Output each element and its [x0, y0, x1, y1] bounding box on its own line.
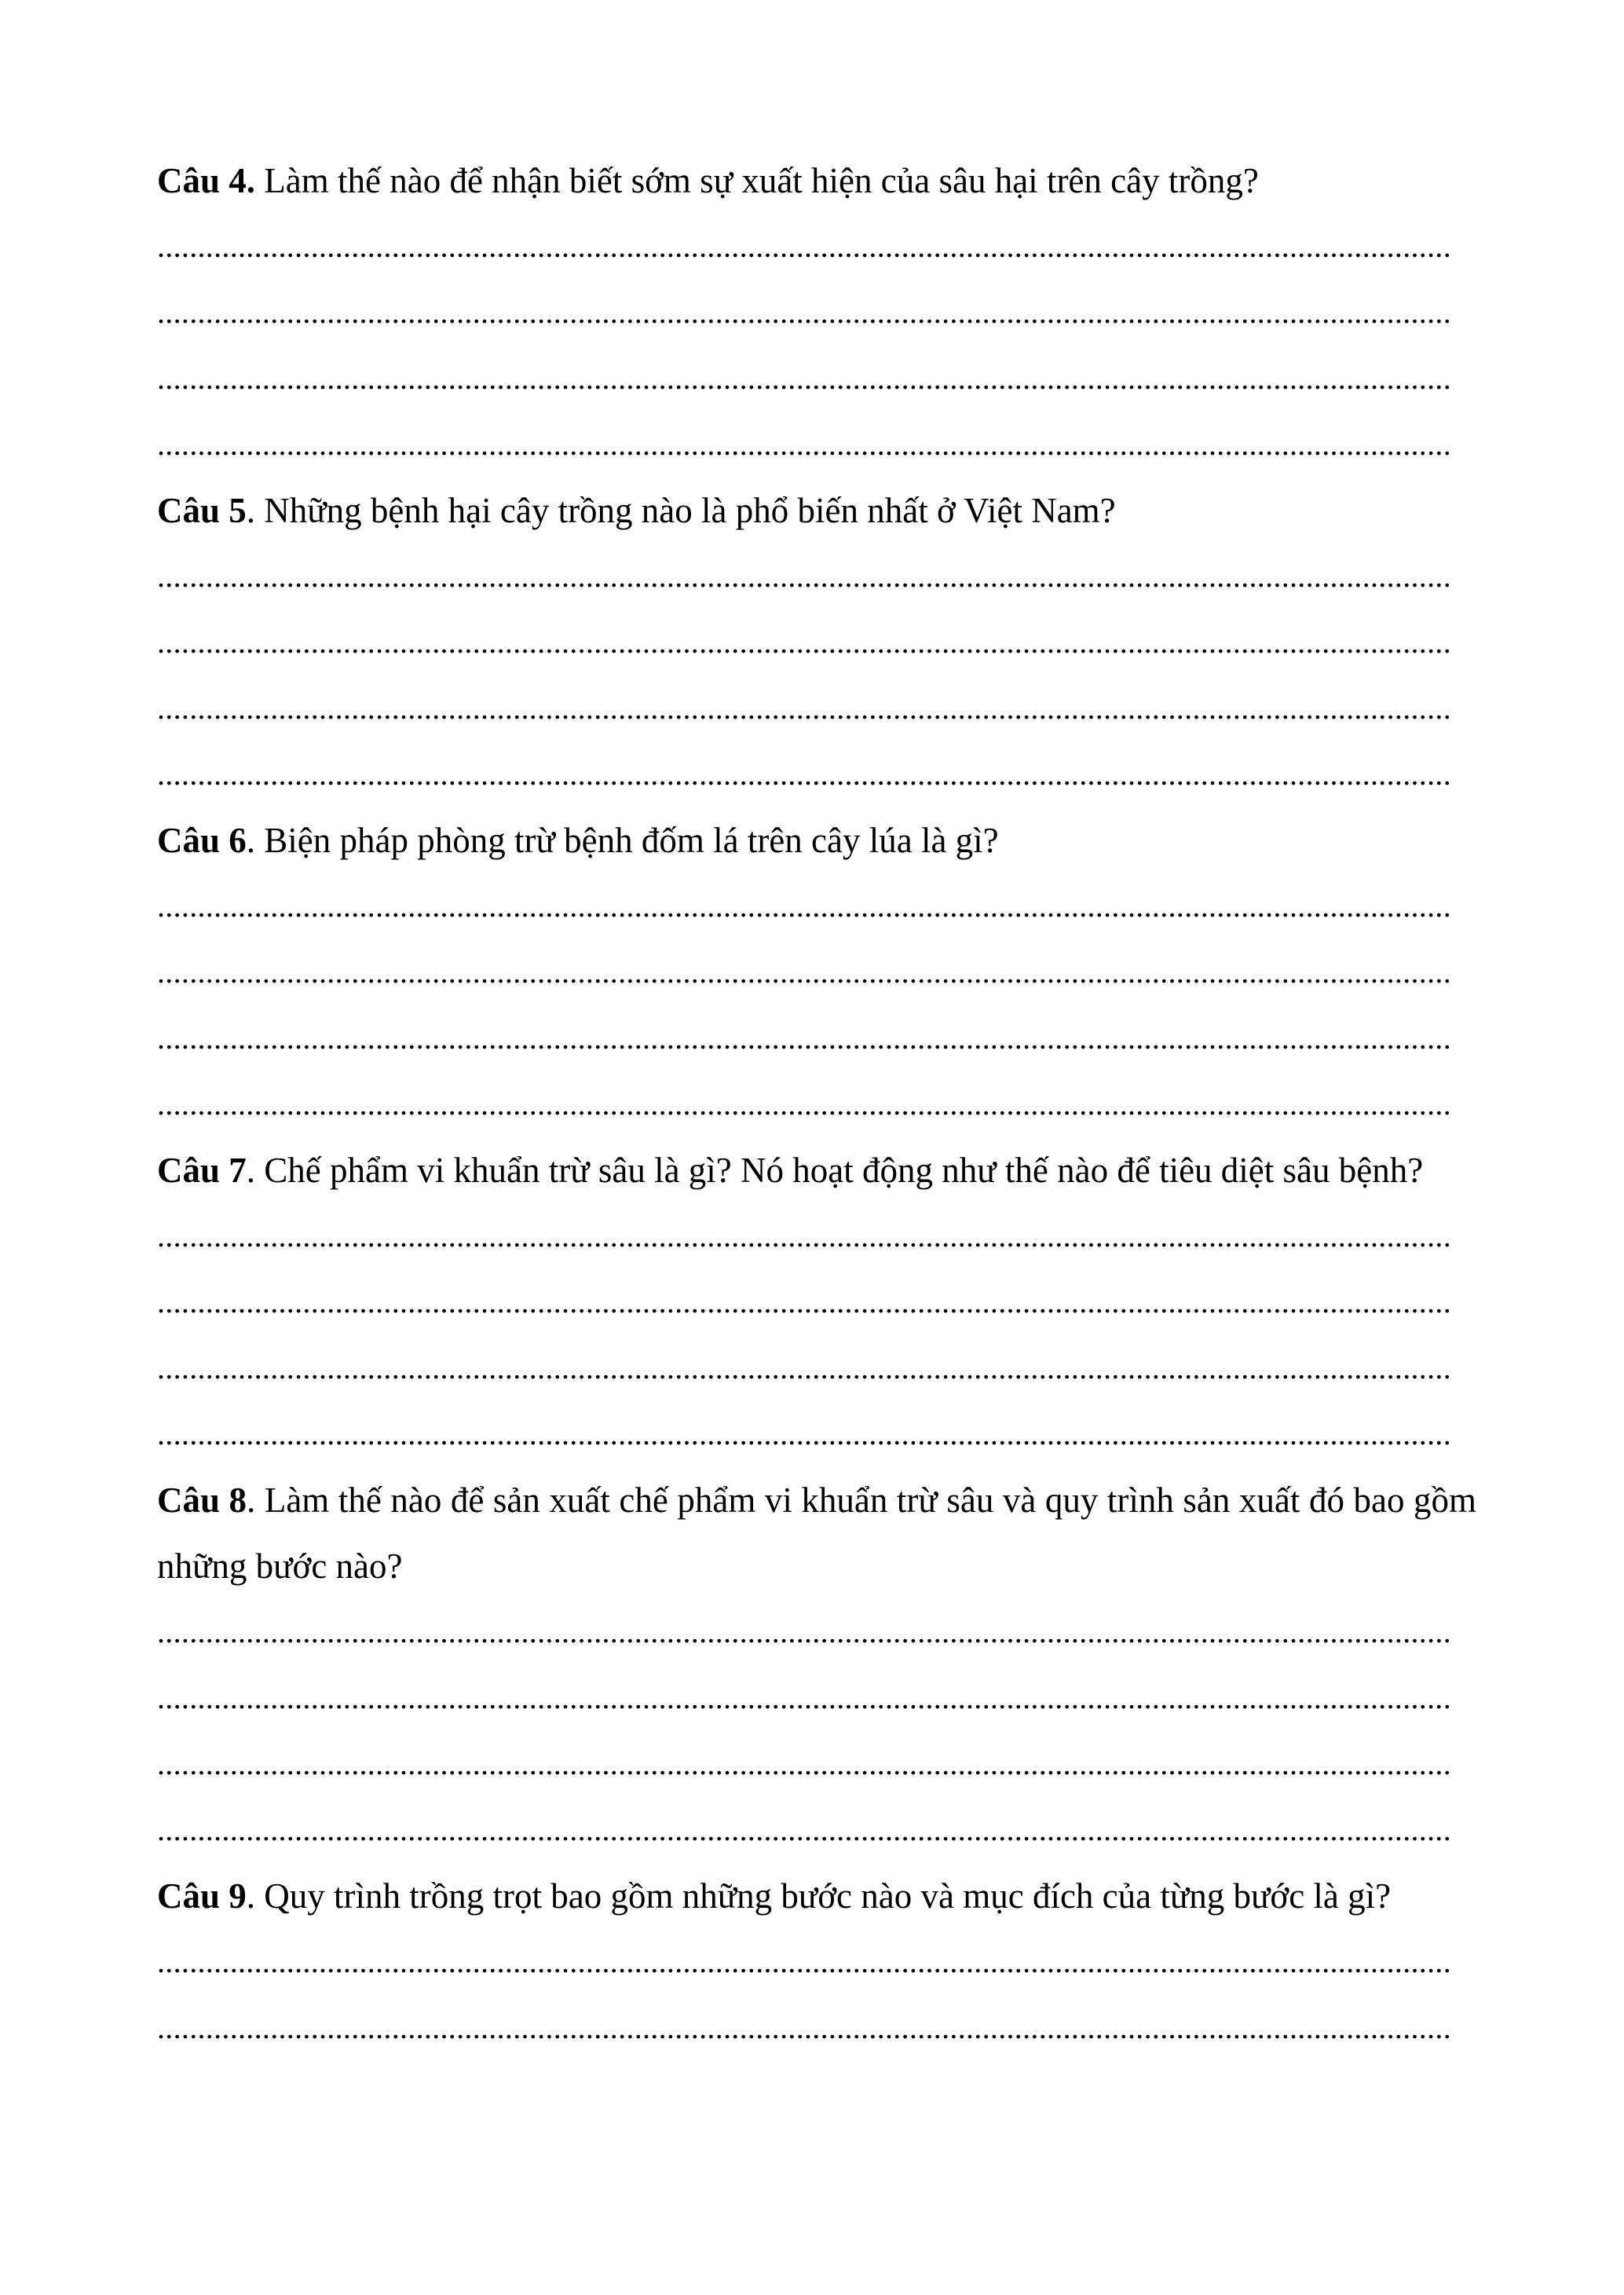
question-block	[157, 807, 1476, 1137]
answer-line[interactable]: ................................................................................................................................................................	[157, 1218, 1451, 1254]
question-body: . Quy trình trồng trọt bao gồm những bước nào và mục đích của từng bước là gì?	[246, 1876, 1392, 1916]
question-text	[157, 807, 1476, 873]
answer-line[interactable]: ................................................................................................................................................................	[157, 1284, 1451, 1320]
question-text	[157, 1467, 1476, 1599]
question-block	[157, 1467, 1476, 1863]
answer-line[interactable]: ................................................................................................................................................................	[157, 954, 1451, 990]
question-body: . Chế phẩm vi khuẩn trừ sâu là gì? Nó hoạt động như thế nào để tiêu diệt sâu bệnh?	[246, 1151, 1424, 1190]
answer-line[interactable]: ................................................................................................................................................................	[157, 690, 1451, 726]
question-text	[157, 148, 1476, 214]
answer-line[interactable]: ................................................................................................................................................................	[157, 2010, 1451, 2045]
question-block	[157, 148, 1476, 478]
answer-line[interactable]: ................................................................................................................................................................	[157, 1416, 1451, 1451]
answer-line[interactable]: ................................................................................................................................................................	[157, 295, 1451, 330]
question-number: Câu 8	[157, 1481, 247, 1520]
answer-line[interactable]: ................................................................................................................................................................	[157, 1944, 1451, 1979]
answer-line[interactable]: ................................................................................................................................................................	[157, 426, 1451, 462]
answer-line[interactable]: ................................................................................................................................................................	[157, 1746, 1451, 1781]
question-block	[157, 1863, 1476, 2061]
answer-line[interactable]: ................................................................................................................................................................	[157, 1680, 1451, 1715]
question-body: Làm thế nào để nhận biết sớm sự xuất hiện của sâu hại trên cây trồng?	[255, 161, 1259, 200]
answer-line[interactable]: ................................................................................................................................................................	[157, 1020, 1451, 1056]
answer-line[interactable]: ................................................................................................................................................................	[157, 229, 1451, 264]
question-block	[157, 1137, 1476, 1467]
worksheet-content	[157, 148, 1476, 2061]
answer-line[interactable]: ................................................................................................................................................................	[157, 1614, 1451, 1649]
answer-line[interactable]: ................................................................................................................................................................	[157, 558, 1451, 594]
answer-line[interactable]: ................................................................................................................................................................	[157, 1812, 1451, 1847]
answer-line[interactable]: ................................................................................................................................................................	[157, 1086, 1451, 1122]
question-text	[157, 1137, 1476, 1203]
question-text	[157, 1863, 1476, 1929]
answer-line[interactable]: ................................................................................................................................................................	[157, 1350, 1451, 1385]
question-body: . Làm thế nào để sản xuất chế phẩm vi khuẩn trừ sâu và quy trình sản xuất đó bao gồm những bước nào?	[157, 1481, 1476, 1586]
question-block	[157, 478, 1476, 807]
answer-line[interactable]: ................................................................................................................................................................	[157, 756, 1451, 792]
answer-line[interactable]: ................................................................................................................................................................	[157, 361, 1451, 396]
question-body: . Biện pháp phòng trừ bệnh đốm lá trên cây lúa là gì?	[246, 821, 999, 860]
question-number: Câu 7	[157, 1151, 247, 1190]
question-number: Câu 4.	[157, 161, 256, 200]
question-text	[157, 478, 1476, 544]
question-number: Câu 5	[157, 491, 247, 530]
question-body: . Những bệnh hại cây trồng nào là phổ biến nhất ở Việt Nam?	[246, 491, 1116, 530]
question-number: Câu 9	[157, 1876, 247, 1916]
answer-line[interactable]: ................................................................................................................................................................	[157, 888, 1451, 924]
answer-line[interactable]: ................................................................................................................................................................	[157, 624, 1451, 660]
question-number: Câu 6	[157, 821, 247, 860]
